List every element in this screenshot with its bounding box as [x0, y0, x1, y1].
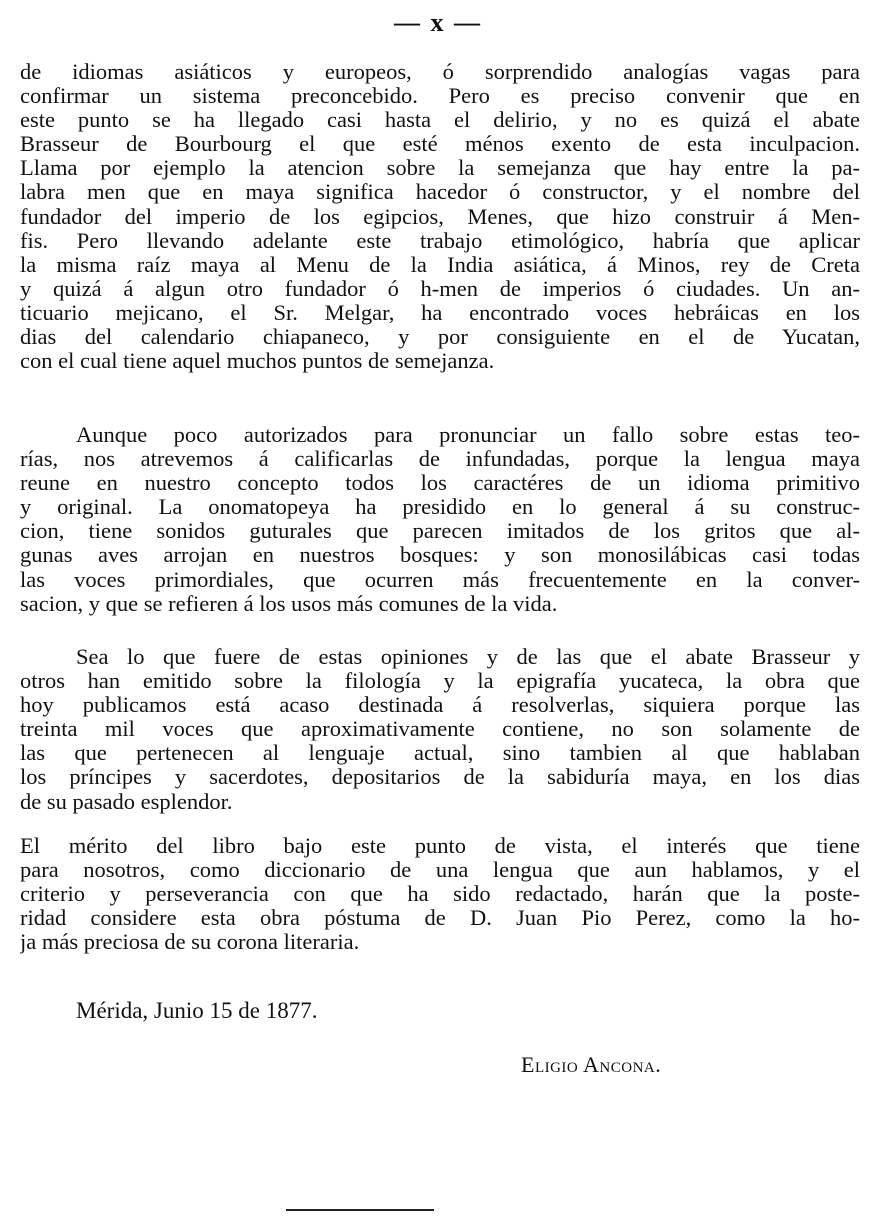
text-line: criterio y perseverancia con que ha sido redactado, harán que la poste- — [20, 882, 860, 907]
text-line: de su pasado esplendor. — [20, 789, 233, 814]
text-line: Sea lo que fuere de estas opiniones y de las que el abate Brasseur y — [76, 645, 860, 669]
author-signature: Eligio Ancona. — [521, 1052, 662, 1077]
text-line: la misma raíz maya al Menu de la India asiática, á Minos, rey de Creta — [20, 252, 860, 277]
paragraph-2 — [20, 423, 860, 616]
text-line: las que pertenecen al lenguaje actual, sino tambien al que hablaban — [20, 741, 860, 766]
text-line: Aunque poco autorizados para pronunciar un fallo sobre estas teo- — [76, 423, 860, 447]
text-line: reune en nuestro concepto todos los caractéres de un idioma primitivo — [20, 471, 860, 496]
text-line: los príncipes y sacerdotes, depositarios de la sabiduría maya, en los dias — [20, 765, 860, 790]
text-line: fis. Pero llevando adelante este trabajo etimológico, habría que aplicar — [20, 228, 860, 253]
text-line: ja más preciosa de su corona literaria. — [20, 930, 360, 955]
text-line: hoy publicamos está acaso destinada á resolverlas, siquiera porque las — [20, 693, 860, 718]
text-line: cion, tiene sonidos guturales que parecen imitados de los gritos que al- — [20, 519, 860, 544]
text-line: labra men que en maya significa hacedor ó constructor, y el nombre del — [20, 180, 860, 205]
text-line: Brasseur de Bourbourg el que esté ménos exento de esta inculpacion. — [20, 132, 860, 157]
paragraph-4 — [20, 834, 860, 954]
page-number: — x — — [394, 8, 482, 37]
text-line: dias del calendario chiapaneco, y por consiguiente en el de Yucatan, — [20, 325, 860, 350]
text-line: fundador del imperio de los egipcios, Menes, que hizo construir á Men- — [20, 204, 860, 229]
paragraph-3 — [20, 645, 860, 814]
text-line: con el cual tiene aquel muchos puntos de semejanza. — [20, 349, 495, 374]
text-line: de idiomas asiáticos y europeos, ó sorprendido analogías vagas para — [20, 60, 860, 84]
text-line: ridad considere esta obra póstuma de D. Juan Pio Perez, como la ho- — [20, 906, 860, 931]
footer-rule — [286, 1209, 434, 1211]
text-line: rías, nos atrevemos á calificarlas de infundadas, porque la lengua maya — [20, 447, 860, 472]
paragraph-1 — [20, 60, 860, 373]
text-line: treinta mil voces que aproximativamente contiene, no son solamente de — [20, 717, 860, 742]
dateline: Mérida, Junio 15 de 1877. — [76, 998, 318, 1023]
text-line: confirmar un sistema preconcebido. Pero es preciso convenir que en — [20, 84, 860, 109]
text-line: las voces primordiales, que ocurren más frecuentemente en la conver- — [20, 567, 860, 592]
text-line: ticuario mejicano, el Sr. Melgar, ha encontrado voces hebráicas en los — [20, 300, 860, 325]
text-line: otros han emitido sobre la filología y la epigrafía yucateca, la obra que — [20, 669, 860, 694]
text-line: gunas aves arrojan en nuestros bosques: y son monosilábicas casi todas — [20, 543, 860, 568]
text-line: y original. La onomatopeya ha presidido en lo general á su construc- — [20, 495, 860, 520]
text-line: sacion, y que se refieren á los usos más comunes de la vida. — [20, 591, 558, 616]
text-line: El mérito del libro bajo este punto de vista, el interés que tiene — [20, 834, 860, 858]
text-line: este punto se ha llegado casi hasta el delirio, y no es quizá el abate — [20, 108, 860, 133]
text-line: y quizá á algun otro fundador ó h-men de imperios ó ciudades. Un an- — [20, 276, 860, 301]
text-line: para nosotros, como diccionario de una lengua que aun hablamos, y el — [20, 858, 860, 883]
text-line: Llama por ejemplo la atencion sobre la semejanza que hay entre la pa- — [20, 156, 860, 181]
